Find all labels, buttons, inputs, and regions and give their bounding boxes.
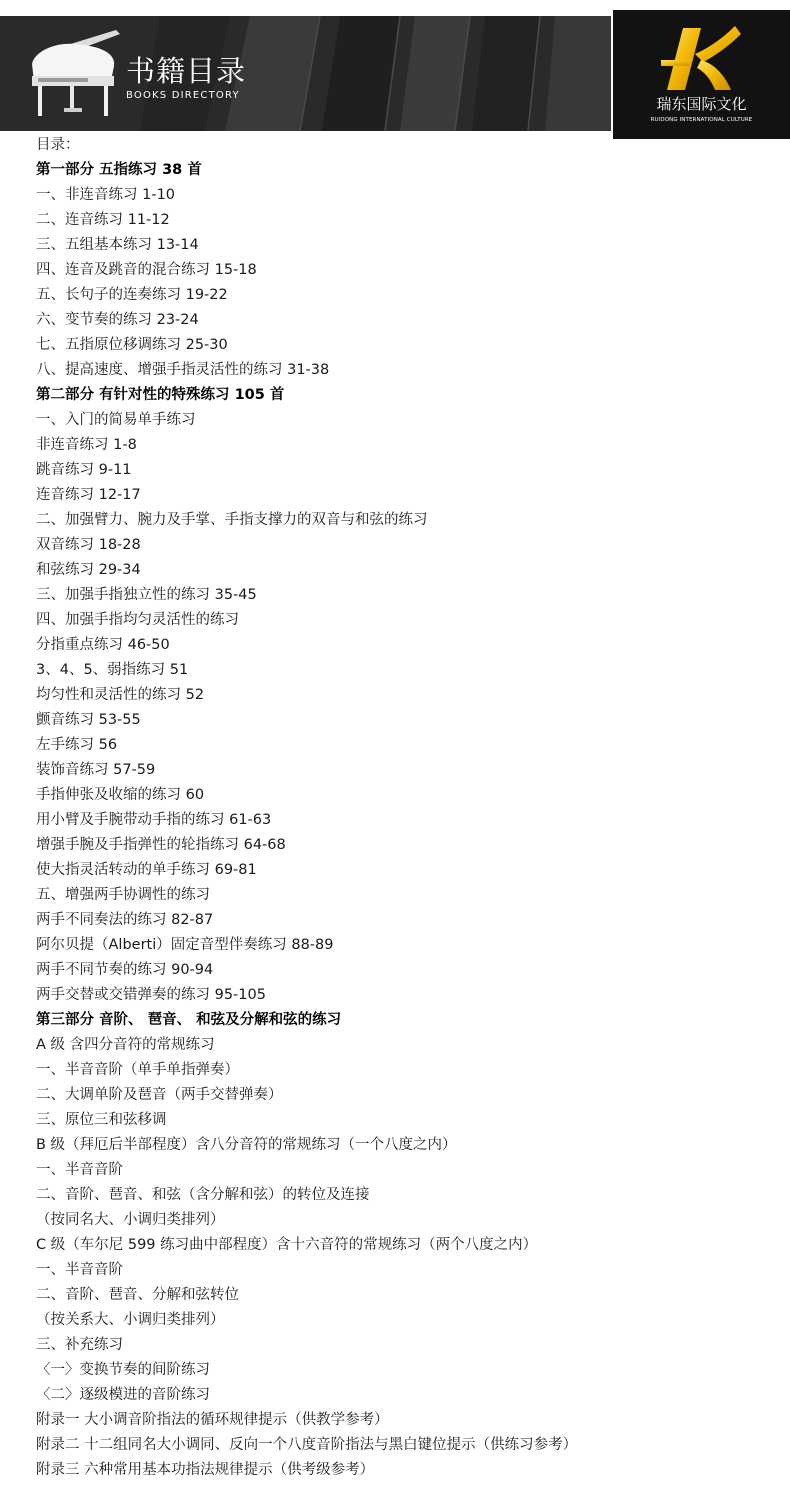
toc-entry: （按同名大、小调归类排列）	[36, 1212, 225, 1228]
toc-entry: 用小臂及手腕带动手指的练习 61-63	[36, 812, 272, 828]
toc-entry: 二、音阶、琶音、和弦（含分解和弦）的转位及连接	[36, 1187, 370, 1203]
table-of-contents	[36, 133, 776, 1483]
toc-entry: 五、长句子的连奏练习 19-22	[36, 287, 228, 303]
toc-entry: 两手不同节奏的练习 90-94	[36, 962, 214, 978]
toc-entry: 均匀性和灵活性的练习 52	[36, 687, 205, 703]
toc-entry: 附录一 大小调音阶指法的循环规律提示（供教学参考）	[36, 1412, 389, 1428]
header-banner	[0, 16, 611, 131]
brand-box	[613, 10, 790, 139]
toc-entry: C 级（车尔尼 599 练习曲中部程度）含十六音符的常规练习（两个八度之内）	[36, 1237, 538, 1253]
toc-entry: 两手不同奏法的练习 82-87	[36, 912, 214, 928]
header-title: 书籍目录	[126, 54, 247, 88]
toc-entry: 一、半音音阶	[36, 1262, 123, 1278]
toc-entry: 阿尔贝提（Alberti）固定音型伴奏练习 88-89	[36, 937, 334, 953]
toc-entry: 八、提高速度、增强手指灵活性的练习 31-38	[36, 362, 330, 378]
toc-entry: 颤音练习 53-55	[36, 712, 141, 728]
rk-logo-icon	[661, 24, 743, 94]
toc-entry: 七、五指原位移调练习 25-30	[36, 337, 228, 353]
toc-entry: 跳音练习 9-11	[36, 462, 132, 478]
toc-entry: 和弦练习 29-34	[36, 562, 141, 578]
toc-entry: 分指重点练习 46-50	[36, 637, 170, 653]
toc-entry: （按关系大、小调归类排列）	[36, 1312, 225, 1328]
toc-entry: 双音练习 18-28	[36, 537, 141, 553]
toc-entry: B 级（拜厄后半部程度）含八分音符的常规练习（一个八度之内）	[36, 1137, 457, 1153]
brand-name: 瑞东国际文化	[656, 95, 747, 113]
toc-entry: 三、原位三和弦移调	[36, 1112, 167, 1128]
toc-entry: 连音练习 12-17	[36, 487, 141, 503]
toc-entry: 两手交替或交错弹奏的练习 95-105	[36, 987, 266, 1003]
toc-section-heading: 第二部分 有针对性的特殊练习 105 首	[36, 387, 285, 403]
toc-entry: 一、半音音阶（单手单指弹奏）	[36, 1062, 239, 1078]
toc-entry: 四、连音及跳音的混合练习 15-18	[36, 262, 257, 278]
toc-section-heading: 第一部分 五指练习 38 首	[36, 162, 202, 178]
toc-entry: 六、变节奏的练习 23-24	[36, 312, 199, 328]
toc-entry: A 级 含四分音符的常规练习	[36, 1037, 215, 1053]
toc-entry: 五、增强两手协调性的练习	[36, 887, 210, 903]
brand-name-en: RUIDONG INTERNATIONAL CULTURE	[650, 117, 753, 123]
toc-section-heading: 第三部分 音阶、 琶音、 和弦及分解和弦的练习	[36, 1012, 342, 1028]
grand-piano-icon	[24, 22, 124, 124]
toc-entry: 3、4、5、弱指练习 51	[36, 662, 189, 678]
header-subtitle: BOOKS DIRECTORY	[126, 90, 240, 101]
toc-entry: 装饰音练习 57-59	[36, 762, 156, 778]
toc-entry: 二、音阶、琶音、分解和弦转位	[36, 1287, 239, 1303]
toc-entry: 附录三 六种常用基本功指法规律提示（供考级参考）	[36, 1462, 375, 1478]
toc-heading: 目录：	[36, 137, 80, 153]
toc-entry: 一、非连音练习 1-10	[36, 187, 176, 203]
toc-entry: 增强手腕及手指弹性的轮指练习 64-68	[36, 837, 286, 853]
toc-entry: 三、加强手指独立性的练习 35-45	[36, 587, 257, 603]
toc-entry: 一、半音音阶	[36, 1162, 123, 1178]
toc-entry: 二、大调单阶及琶音（两手交替弹奏）	[36, 1087, 283, 1103]
toc-entry: 〈一〉变换节奏的间阶练习	[36, 1362, 210, 1378]
toc-entry: 三、五组基本练习 13-14	[36, 237, 199, 253]
toc-entry: 〈二〉逐级模进的音阶练习	[36, 1387, 210, 1403]
toc-entry: 手指伸张及收缩的练习 60	[36, 787, 205, 803]
toc-entry: 三、补充练习	[36, 1337, 123, 1353]
toc-entry: 一、入门的简易单手练习	[36, 412, 196, 428]
toc-entry: 左手练习 56	[36, 737, 118, 753]
toc-entry: 二、连音练习 11-12	[36, 212, 170, 228]
toc-entry: 非连音练习 1-8	[36, 437, 137, 453]
toc-entry: 二、加强臂力、腕力及手掌、手指支撑力的双音与和弦的练习	[36, 512, 428, 528]
toc-entry: 使大指灵活转动的单手练习 69-81	[36, 862, 257, 878]
toc-entry: 四、加强手指均匀灵活性的练习	[36, 612, 239, 628]
toc-entry: 附录二 十二组同名大小调同、反向一个八度音阶指法与黑白键位提示（供练习参考）	[36, 1437, 578, 1453]
